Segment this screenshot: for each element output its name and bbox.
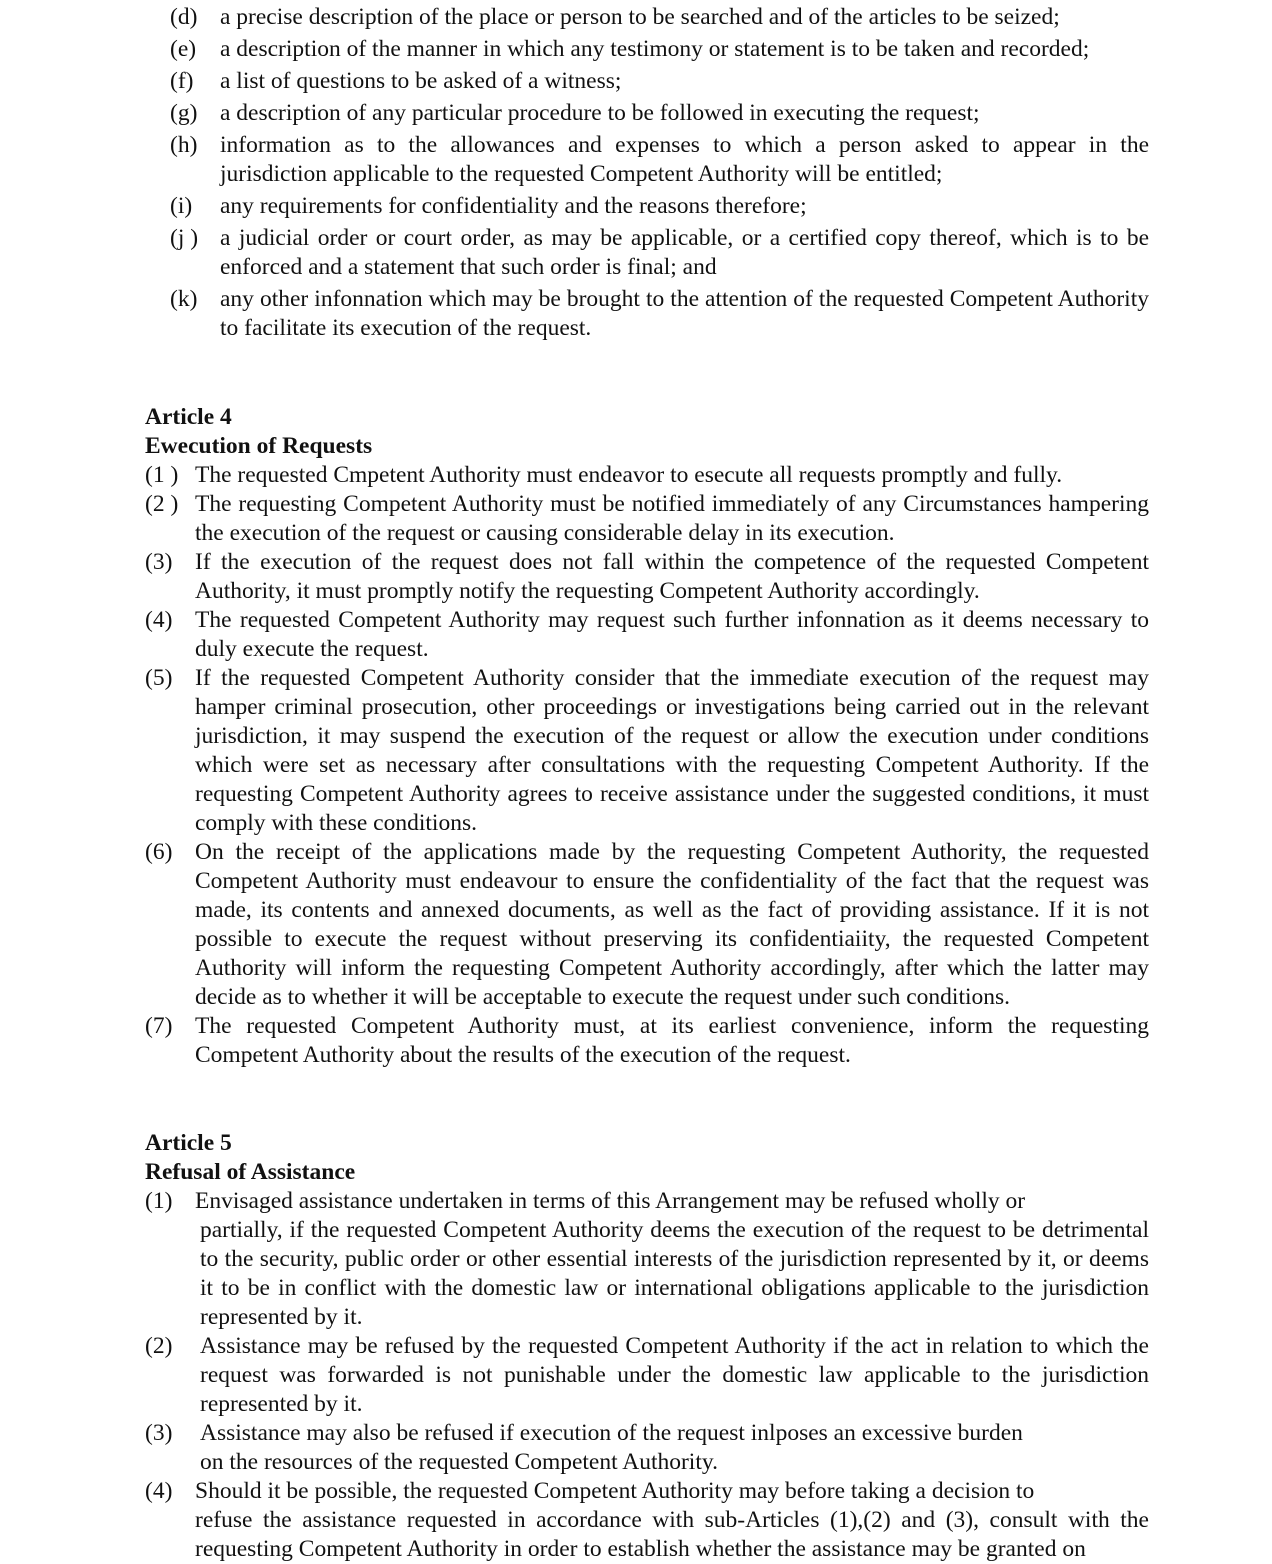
list-item (170, 35, 1149, 64)
clause-number: (2 ) (145, 491, 179, 517)
clause-first-line: Assistance may also be refused if execution of the request inlposes an excessive burden (200, 1420, 1023, 1446)
article-5-section (145, 1129, 1149, 1564)
item-number: (e) (170, 36, 197, 62)
clause-number: (3) (145, 549, 173, 575)
list-item (170, 99, 1149, 128)
clause (145, 1332, 1149, 1419)
article-number: Article 5 (145, 1130, 232, 1156)
clause-text: The requested Cmpetent Authority must endeavor to esecute all requests promptly and fully. (195, 462, 1063, 488)
clause-first-line: Should it be possible, the requested Competent Authority may before taking a decision to (195, 1478, 1035, 1504)
item-number: (i) (170, 193, 193, 219)
item-text: any requirements for confidentiality and the reasons therefore; (220, 193, 807, 219)
clause-text: The requesting Competent Authority must be notified immediately of any Circumstances hampering the execution of the request or causing considerable delay in its execution. (195, 491, 1149, 546)
clause (145, 548, 1149, 606)
clause-text: On the receipt of the applications made by the requesting Competent Authority, the requested Competent Authority must endeavour to ensure the confidentiality of the fact that the request was made, its contents and annexed documents, as well as the fact of providing assistance. If it is not possible to execute the request without preserving its confidentiaiity, the requested Competent Authority will inform the requesting Competent Authority accordingly, after which the latter may decide as to whether it will be acceptable to execute the request under such conditions. (195, 839, 1149, 1010)
clause-text: The requested Competent Authority may request such further infonnation as it deems necessary to duly execute the request. (195, 607, 1149, 662)
clause-number: (1 ) (145, 462, 179, 488)
clause-text: If the requested Competent Authority consider that the immediate execution of the request may hamper criminal prosecution, other proceedings or investigations being carried out in the relevant jurisdiction, it may suspend the execution of the request or allow the execution under conditions which were set as necessary after consultations with the requesting Competent Authority. If the requesting Competent Authority agrees to receive assistance under the suggested conditions, it must comply with these conditions. (195, 665, 1149, 836)
item-number: (d) (170, 4, 198, 30)
clause-number: (3) (145, 1420, 173, 1446)
item-text: a description of the manner in which any testimony or statement is to be taken and recorded; (220, 36, 1090, 62)
clause (145, 606, 1149, 664)
clause-text: on the resources of the requested Competent Authority. (200, 1449, 718, 1475)
clause (145, 1477, 1149, 1564)
list-item (170, 3, 1149, 32)
clause-first-line: Envisaged assistance undertaken in terms of this Arrangement may be refused wholly or (195, 1188, 1026, 1214)
item-number: (h) (170, 132, 198, 158)
clause (145, 490, 1149, 548)
clause-number: (5) (145, 665, 173, 691)
clause-number: (6) (145, 839, 173, 865)
article-title: Ewecution of Requests (145, 433, 373, 459)
item-number: (g) (170, 100, 198, 126)
clause (145, 664, 1149, 838)
item-text: a judicial order or court order, as may be applicable, or a certified copy thereof, which is to be enforced and a statement that such order is final; and (220, 225, 1149, 280)
list-item (170, 192, 1149, 221)
article-title: Refusal of Assistance (145, 1159, 356, 1185)
clause-text: If the execution of the request does not fall within the competence of the requested Competent Authority, it must promptly notify the requesting Competent Authority accordingly. (195, 549, 1149, 604)
item-number: (j ) (170, 225, 199, 251)
item-text: a precise description of the place or person to be searched and of the articles to be seized; (220, 4, 1060, 30)
clause (145, 1012, 1149, 1070)
clause-text: refuse the assistance requested in accordance with sub-Articles (1),(2) and (3), consult with the requesting Competent Authority in order to establish whether the assistance may be granted on (195, 1507, 1149, 1562)
list-item (170, 67, 1149, 96)
item-number: (k) (170, 286, 198, 312)
clause-number: (1) (145, 1188, 173, 1214)
request-contents-list (170, 3, 1149, 346)
clause-text: Assistance may be refused by the requested Competent Authority if the act in relation to which the request was forwarded is not punishable under the domestic law applicable to the jurisdiction represented by it. (200, 1333, 1149, 1417)
clause (145, 838, 1149, 1012)
list-item (170, 224, 1149, 282)
item-number: (f) (170, 68, 194, 94)
list-item (170, 131, 1149, 189)
clause-number: (4) (145, 607, 173, 633)
clause-text: partially, if the requested Competent Authority deems the execution of the request to be detrimental to the security, public order or other essential interests of the jurisdiction represented by it, or deems it to be in conflict with the domestic law or international obligations applicable to the jurisdiction represented by it. (200, 1217, 1149, 1330)
item-text: information as to the allowances and expenses to which a person asked to appear in the jurisdiction applicable to the requested Competent Authority will be entitled; (220, 132, 1149, 187)
clause (145, 1187, 1149, 1332)
clause-number: (7) (145, 1013, 173, 1039)
article-4-section (145, 403, 1149, 1070)
clause-number: (2) (145, 1333, 173, 1359)
clause (145, 461, 1149, 490)
clause-text: The requested Competent Authority must, at its earliest convenience, inform the requesting Competent Authority about the results of the execution of the request. (195, 1013, 1149, 1068)
article-number: Article 4 (145, 404, 232, 430)
list-item (170, 285, 1149, 343)
item-text: any other infonnation which may be brought to the attention of the requested Competent Authority to facilitate its execution of the request. (220, 286, 1149, 341)
item-text: a list of questions to be asked of a witness; (220, 68, 622, 94)
clause (145, 1419, 1149, 1477)
clause-number: (4) (145, 1478, 173, 1504)
item-text: a description of any particular procedure to be followed in executing the request; (220, 100, 980, 126)
